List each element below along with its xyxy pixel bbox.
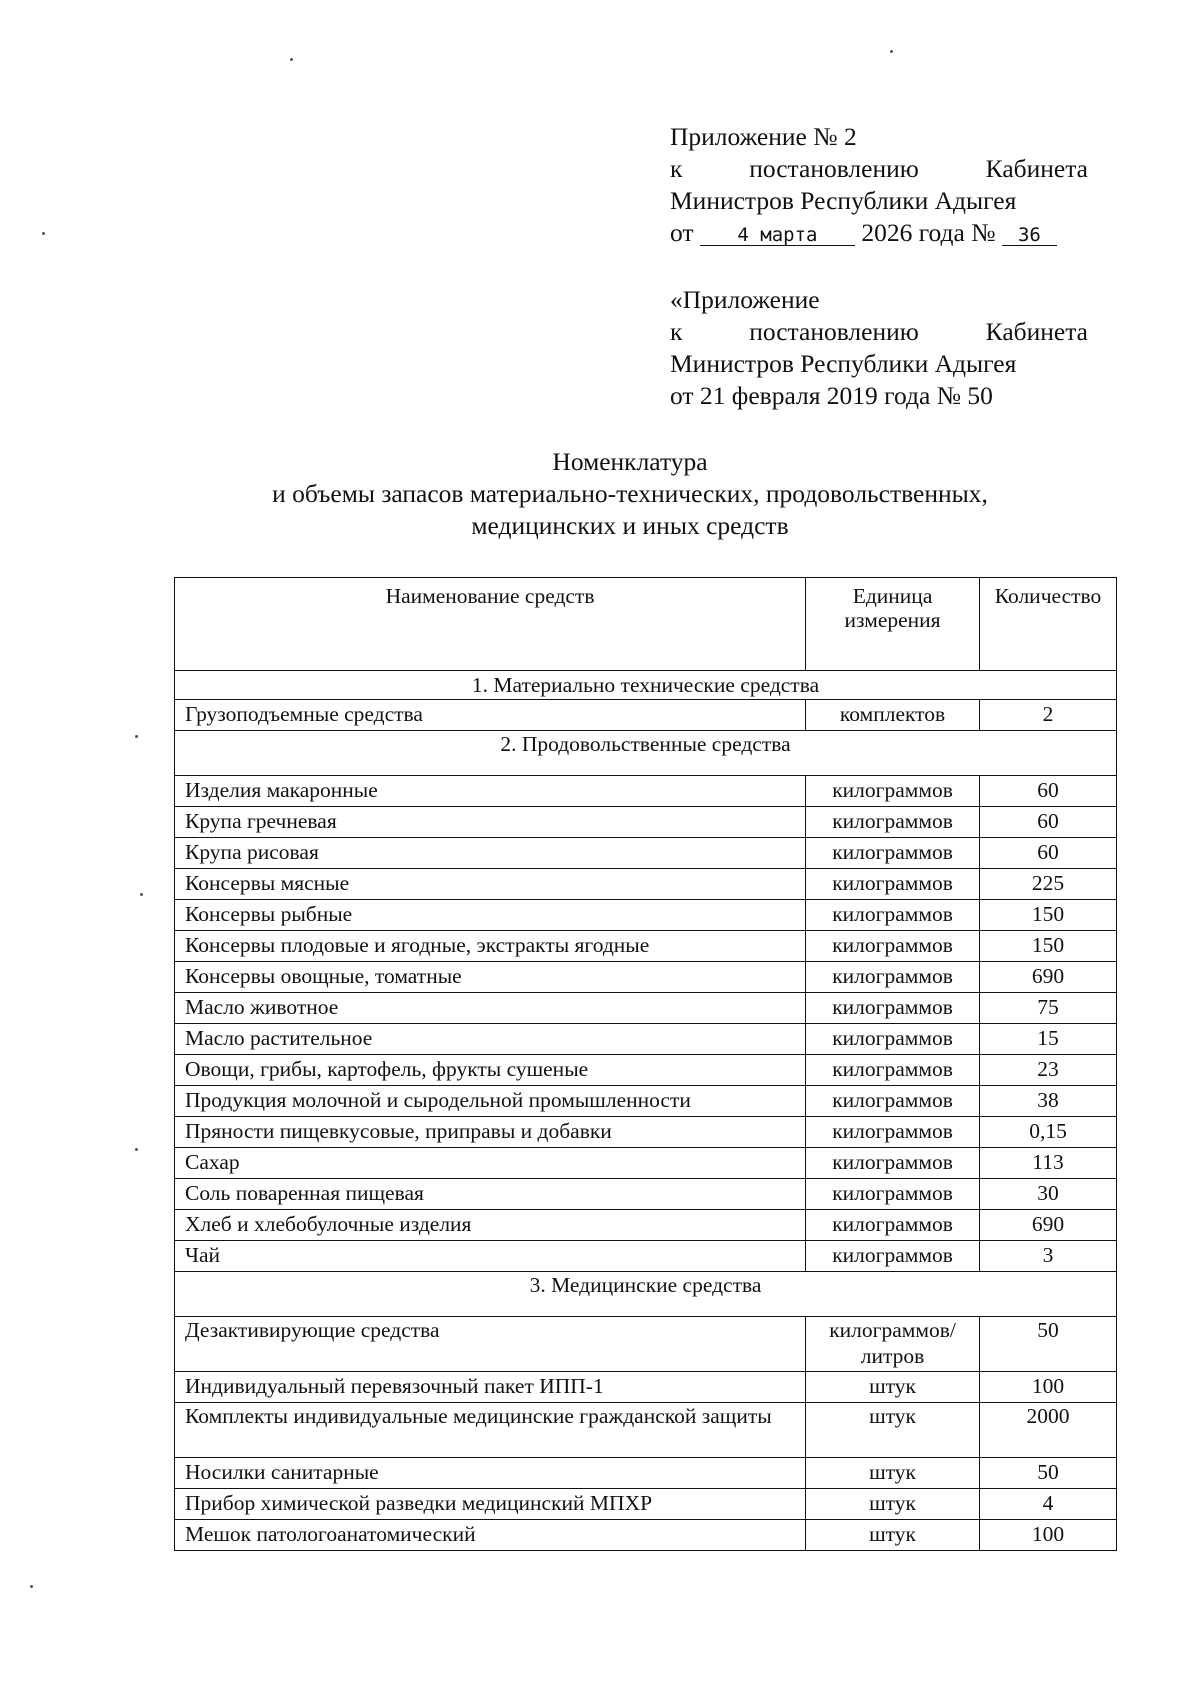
section-row: 2. Продовольственные средства — [175, 731, 1117, 776]
header-qty: Количество — [980, 578, 1117, 671]
scan-speck — [135, 1148, 138, 1151]
attachment-title: Приложение № 2 — [670, 122, 857, 151]
table-row: Продукция молочной и сыродельной промышленности килограммов 38 — [175, 1086, 1117, 1117]
table-row: Крупа гречневая килограммов 60 — [175, 807, 1117, 838]
decree-date-field: 4 марта — [700, 225, 855, 246]
table-row: Крупа рисовая килограммов 60 — [175, 838, 1117, 869]
table-row: Пряности пищевкусовые, приправы и добавки килограммов 0,15 — [175, 1117, 1117, 1148]
table-row: Мешок патологоанатомический штук 100 — [175, 1520, 1117, 1551]
table-row: Овощи, грибы, картофель, фрукты сушеные килограммов 23 — [175, 1055, 1117, 1086]
header-unit: Единица измерения — [806, 578, 980, 671]
original-ref-line: к постановлению Кабинета — [670, 317, 1088, 346]
scan-speck — [135, 735, 138, 738]
table-row: Масло растительное килограммов 15 — [175, 1024, 1117, 1055]
attachment-ref-line: к постановлению Кабинета — [670, 154, 1088, 183]
document-title: Номенклатура и объемы запасов материально-технических, продовольственных, медицинских и иных средств — [272, 447, 988, 540]
header-name: Наименование средств — [175, 578, 806, 671]
table-row: Консервы плодовые и ягодные, экстракты ягодные килограммов 150 — [175, 931, 1117, 962]
table-row: Чай килограммов 3 — [175, 1241, 1117, 1272]
table-row: Сахар килограммов 113 — [175, 1148, 1117, 1179]
table-row: Масло животное килограммов 75 — [175, 993, 1117, 1024]
section-row: 1. Материально технические средства — [175, 671, 1117, 700]
nomenclature-table — [174, 577, 1117, 1551]
scan-speck — [890, 50, 893, 53]
attachment-header — [670, 121, 1088, 249]
scan-speck — [140, 893, 143, 896]
attachment-authority: Министров Республики Адыгея — [670, 186, 1017, 215]
table-row: Консервы овощные, томатные килограммов 690 — [175, 962, 1117, 993]
table-row: Грузоподъемные средства комплектов 2 — [175, 700, 1117, 731]
table-row: Комплекты индивидуальные медицинские гражданской защиты штук 2000 — [175, 1403, 1117, 1458]
original-date-line: от 21 февраля 2019 года № 50 — [670, 381, 993, 410]
scan-speck — [30, 1585, 33, 1588]
table-row: Прибор химической разведки медицинский МПХР штук 4 — [175, 1489, 1117, 1520]
original-title: «Приложение — [670, 285, 820, 314]
table-row: Соль поваренная пищевая килограммов 30 — [175, 1179, 1117, 1210]
table-row: Консервы мясные килограммов 225 — [175, 869, 1117, 900]
scan-speck — [42, 232, 45, 235]
table-header-row — [175, 578, 1117, 671]
section-row: 3. Медицинские средства — [175, 1272, 1117, 1317]
table-row: Носилки санитарные штук 50 — [175, 1458, 1117, 1489]
decree-number-field: 36 — [1002, 225, 1057, 246]
table-row: Дезактивирующие средства килограммов/ литров 50 — [175, 1317, 1117, 1372]
table-row: Хлеб и хлебобулочные изделия килограммов 690 — [175, 1210, 1117, 1241]
scan-speck — [290, 58, 293, 61]
original-authority: Министров Республики Адыгея — [670, 349, 1017, 378]
table-row: Консервы рыбные килограммов 150 — [175, 900, 1117, 931]
table-row: Изделия макаронные килограммов 60 — [175, 776, 1117, 807]
table-row: Индивидуальный перевязочный пакет ИПП-1 штук 100 — [175, 1372, 1117, 1403]
attachment-date-line: от 4 марта 2026 года № 36 — [670, 217, 1088, 249]
original-header — [670, 284, 1088, 412]
